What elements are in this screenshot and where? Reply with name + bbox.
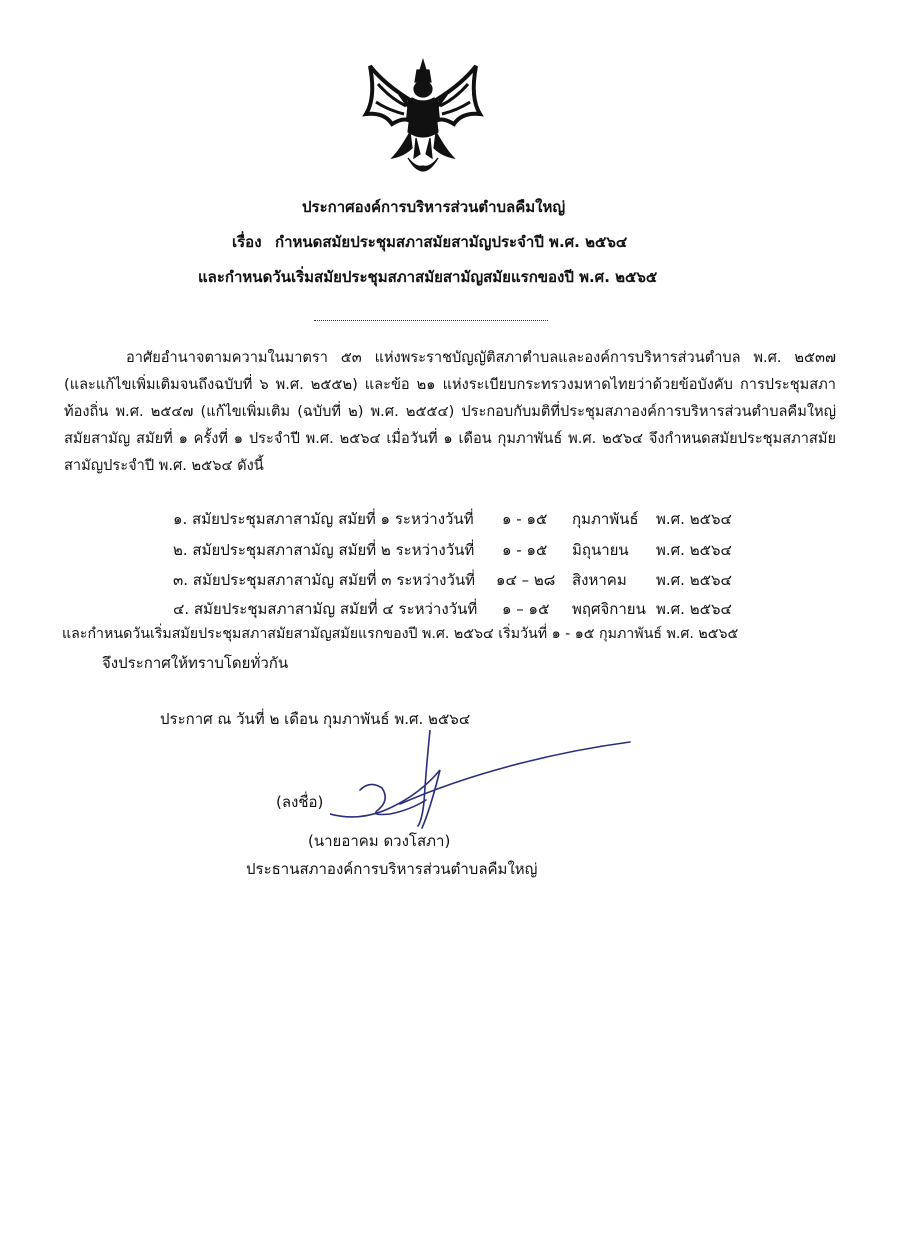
header-title: ประกาศองค์การบริหารส่วนตำบลคืมใหญ่ (302, 198, 566, 216)
session-month: กุมภาพันธ์ (572, 510, 639, 528)
subject-label: เรื่อง (232, 233, 262, 251)
session-dates: ๑ - ๑๕ (502, 510, 548, 528)
session-dates: ๑๔ – ๒๘ (496, 571, 556, 589)
signatory-position: ประธานสภาองค์การบริหารส่วนตำบลคืมใหญ่ (246, 860, 538, 878)
session-label: ๒. สมัยประชุมสภาสามัญ สมัยที่ ๒ ระหว่างวันที่ (173, 541, 475, 559)
session-dates: ๑ – ๑๕ (502, 600, 550, 618)
session-year: พ.ศ. ๒๕๖๔ (656, 510, 732, 528)
garuda-emblem-icon (362, 58, 484, 184)
session-month: สิงหาคม (572, 571, 627, 589)
signed-label: (ลงชื่อ) (276, 793, 324, 811)
announcement-text: จึงประกาศให้ทราบโดยทั่วกัน (102, 654, 289, 672)
session-month: พฤศจิกายน (572, 600, 646, 618)
date-line: ประกาศ ณ วันที่ ๒ เดือน กุมภาพันธ์ พ.ศ. ๒๕๖๔ (160, 710, 471, 728)
subject-line: กำหนดสมัยประชุมสภาสมัยสามัญประจำปี พ.ศ. ๒๕๖๔ (275, 233, 628, 251)
signature-scribble (330, 730, 640, 830)
session-label: ๔. สมัยประชุมสภาสามัญ สมัยที่ ๔ ระหว่างวันที่ (173, 600, 478, 618)
session-month: มิถุนายน (572, 541, 629, 559)
first-session-line: และกำหนดวันเริ่มสมัยประชุมสภาสมัยสามัญสมัยแรกของปี พ.ศ. ๒๕๖๔ เริ่มวันที่ ๑ - ๑๕ กุมภาพันธ์ พ.ศ. ๒๕๖๕ (62, 626, 739, 642)
subject-line-2: และกำหนดวันเริ่มสมัยประชุมสภาสมัยสามัญสมัยแรกของปี พ.ศ. ๒๕๖๕ (198, 268, 658, 286)
signatory-name: (นายอาคม ดวงโสภา) (308, 832, 451, 850)
header-divider (314, 320, 548, 321)
body-paragraph: อาศัยอำนาจตามความในมาตรา ๕๓ แห่งพระราชบัญญัติสภาตำบลและองค์การบริหารส่วนตำบล พ.ศ. ๒๕๓๗ (และแก้ไขเพิ่มเติมจนถึงฉบับที่ ๖ พ.ศ. ๒๕๕๒) และข้อ ๒๑ แห่งระเบียบกระทรวงมหาดไทยว่าด้วยข้อบังคับ การประชุมสภาท้องถิ่น พ.ศ. ๒๕๔๗ (แก้ไขเพิ่มเติม (ฉบับที่ ๒) พ.ศ. ๒๕๕๔) ประกอบกับมติที่ประชุมสภาองค์การบริหารส่วนตำบลคืมใหญ่สมัยสามัญ สมัยที่ ๑ ครั้งที่ ๑ ประจำปี พ.ศ. ๒๕๖๔ เมื่อวันที่ ๑ เดือน กุมภาพันธ์ พ.ศ. ๒๕๖๔ จึงกำหนดสมัยประชุมสภาสมัยสามัญประจำปี พ.ศ. ๒๕๖๔ ดังนี้ (64, 349, 836, 474)
session-year: พ.ศ. ๒๕๖๔ (656, 571, 732, 589)
session-year: พ.ศ. ๒๕๖๔ (656, 600, 732, 618)
session-label: ๑. สมัยประชุมสภาสามัญ สมัยที่ ๑ ระหว่างวันที่ (173, 510, 474, 528)
session-dates: ๑ - ๑๕ (502, 541, 548, 559)
session-label: ๓. สมัยประชุมสภาสามัญ สมัยที่ ๓ ระหว่างวันที่ (173, 571, 476, 589)
session-year: พ.ศ. ๒๕๖๔ (656, 541, 732, 559)
